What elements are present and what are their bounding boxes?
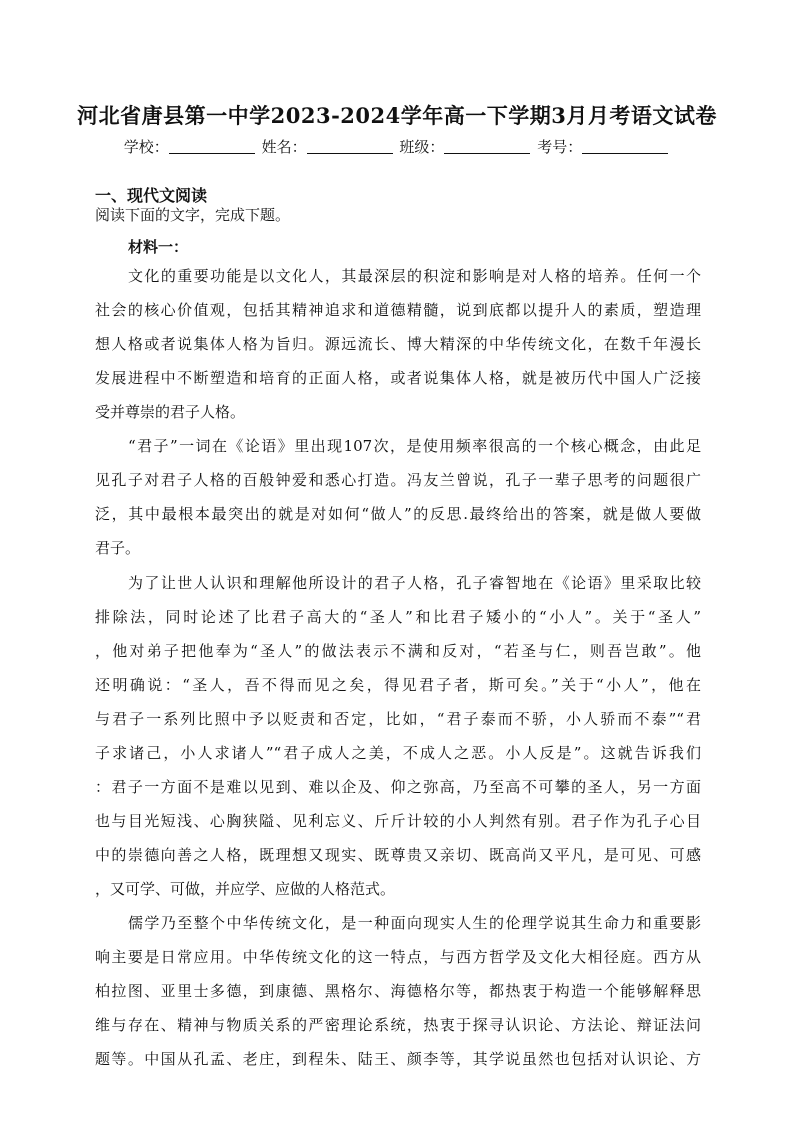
school-blank [169,139,255,154]
class-label: 班级： [399,138,445,156]
text-line: 社会的核心价值观，包括其精神追求和道德精髓，说到底都以提升人的素质，塑造理 [95,301,701,319]
exam-number-blank [582,139,668,154]
text-line: 柏拉图、亚里士多德，到康德、黑格尔、海德格尔等，都热衷于构造一个能够解释思 [95,982,701,1000]
name-label: 姓名： [261,138,307,156]
text-line: 君子。 [95,539,141,557]
text-line: 文化的重要功能是以文化人，其最深层的积淀和影响是对人格的培养。任何一个 [128,267,701,285]
text-line: 子求诸己，小人求诸人”“君子成人之美，不成人之恶。小人反是”。这就告诉我们 [95,744,701,762]
text-line: 也与目光短浅、心胸狭隘、见利忘义、斤斤计较的小人判然有别。君子作为孔子心目 [95,812,701,830]
reading-instruction: 阅读下面的文字，完成下题。 [95,206,291,224]
text-line: 发展进程中不断塑造和培育的正面人格，或者说集体人格，就是被历代中国人广泛接 [95,369,701,387]
text-line: 响主要是日常应用。中华传统文化的这一特点，与西方哲学及文化大相径庭。西方从 [95,948,701,966]
student-info-line [0,136,794,157]
class-blank [444,139,530,154]
exam-number-label: 考号： [537,138,583,156]
text-line: 受并尊崇的君子人格。 [95,403,246,421]
text-line: ，他对弟子把他奉为“圣人”的做法表示不满和反对，“若圣与仁，则吾岂敢”。他 [95,642,701,660]
text-line: 泛，其中最根本最突出的就是对如何“做人”的反思.最终给出的答案，就是做人要做 [95,505,701,523]
text-line: 想人格或者说集体人格为旨归。源远流长、博大精深的中华传统文化，在数千年漫长 [95,335,701,353]
text-line: “君子”一词在《论语》里出现107次，是使用频率很高的一个核心概念，由此足 [128,437,701,455]
text-line: 见孔子对君子人格的百般钟爱和悉心打造。冯友兰曾说，孔子一辈子思考的问题很广 [95,471,701,489]
school-label: 学校： [123,138,169,156]
text-line: ：君子一方面不是难以见到、难以企及、仰之弥高，乃至高不可攀的圣人，另一方面 [95,778,701,796]
name-blank [307,139,393,154]
material-label: 材料一： [128,238,189,256]
exam-title: 河北省唐县第一中学2023-2024学年高一下学期3月月考语文试卷 [77,103,717,128]
section-heading: 一、现代文阅读 [95,186,208,205]
text-line: 维与存在、精神与物质关系的严密理论系统，热衷于探寻认识论、方法论、辩证法问 [95,1016,701,1034]
text-line: 题等。中国从孔孟、老庄，到程朱、陆王、颜李等，其学说虽然也包括对认识论、方 [95,1050,701,1068]
text-line: 排除法，同时论述了比君子高大的“圣人”和比君子矮小的“小人”。关于“圣人” [95,608,701,626]
text-line: 儒学乃至整个中华传统文化，是一种面向现实人生的伦理学说其生命力和重要影 [128,914,701,932]
text-line: ，又可学、可做，并应学、应做的人格范式。 [95,880,396,898]
text-line: 还明确说：“圣人，吾不得而见之矣，得见君子者，斯可矣。”关于“小人”，他在 [95,676,701,694]
text-line: 中的崇德向善之人格，既理想又现实、既尊贵又亲切、既高尚又平凡，是可见、可感 [95,846,701,864]
text-line: 与君子一系列比照中予以贬责和否定，比如，“君子泰而不骄，小人骄而不泰”“君 [95,710,701,728]
text-line: 为了让世人认识和理解他所设计的君子人格，孔子睿智地在《论语》里采取比较 [128,574,701,592]
